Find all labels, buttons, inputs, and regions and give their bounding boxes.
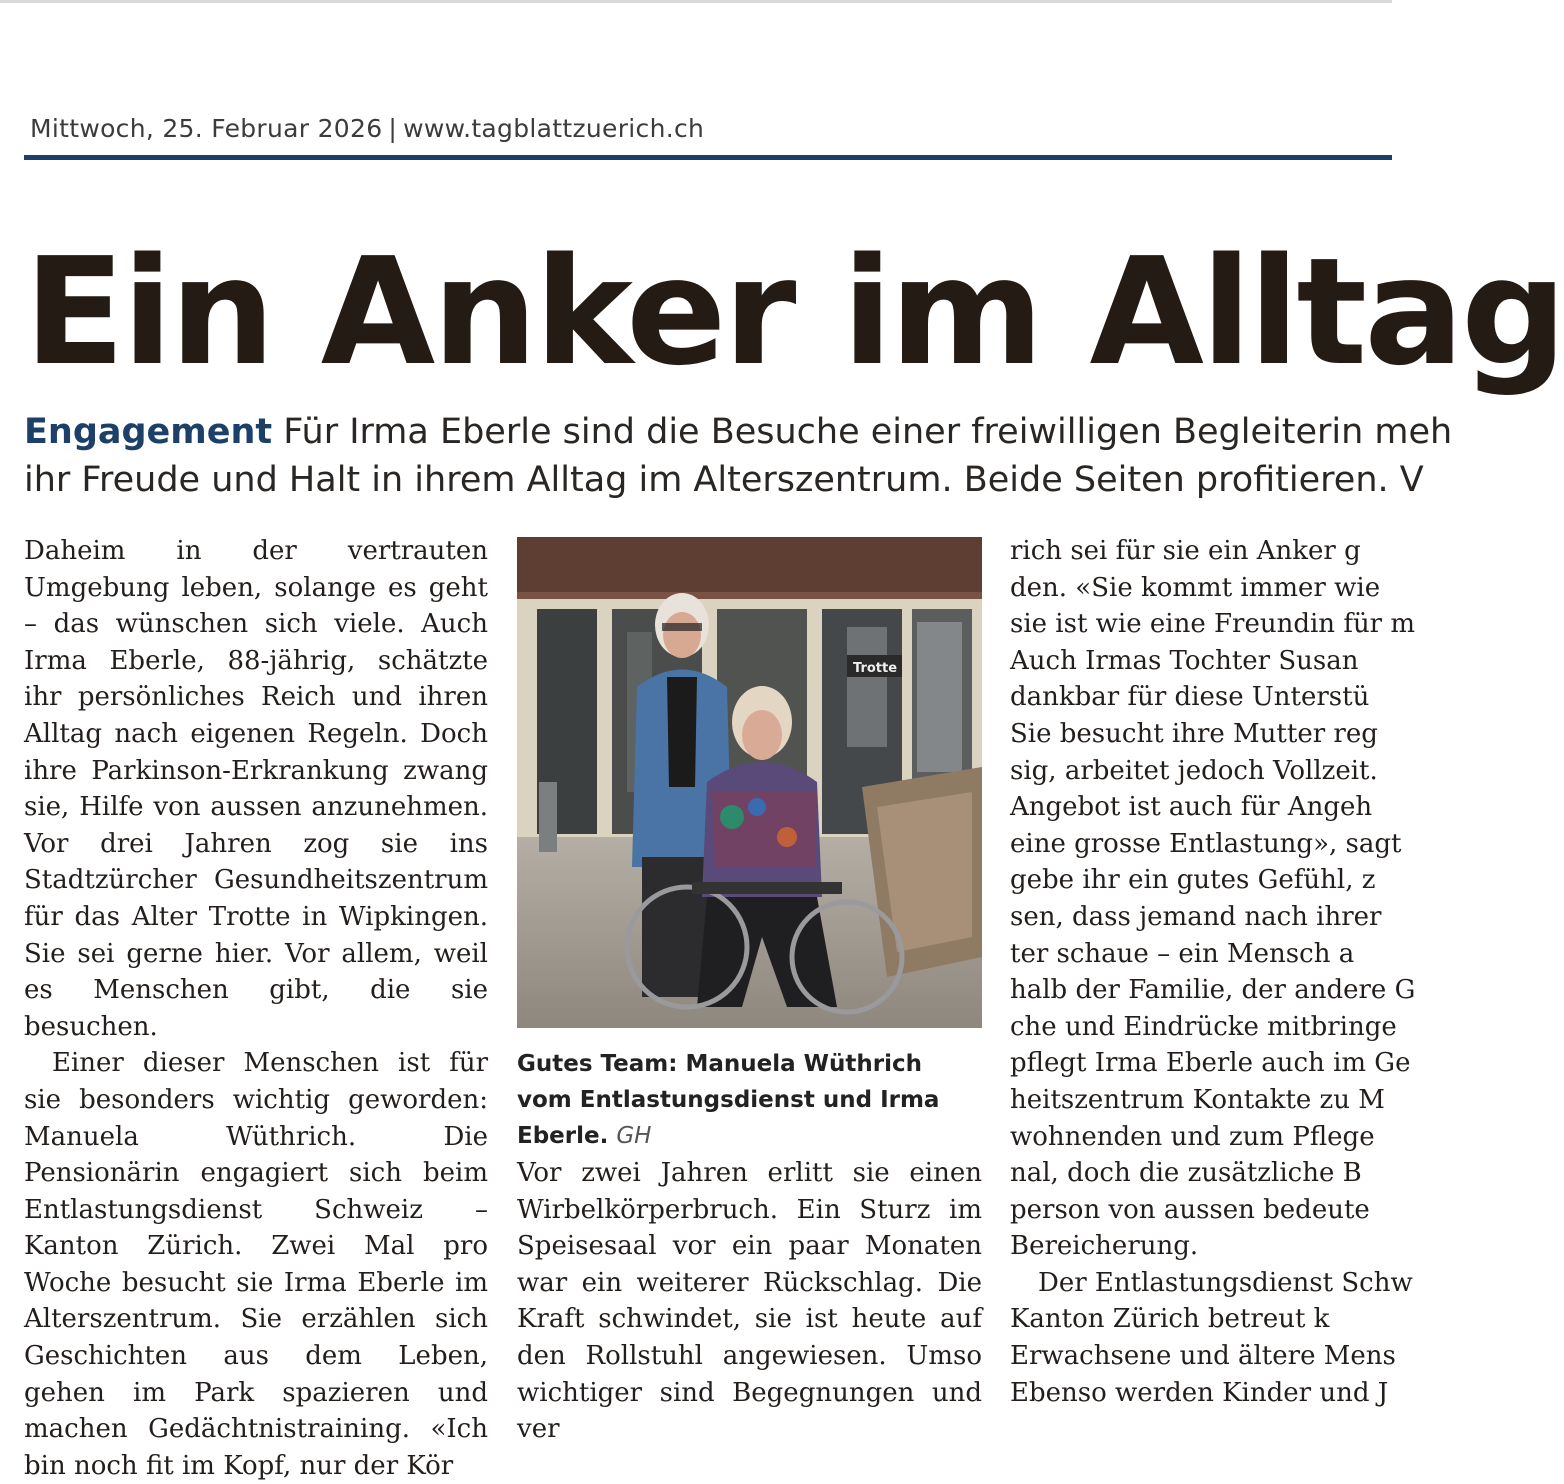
text-line: Kanton Zürich betreut k [1010,1304,1330,1335]
dateline [30,114,704,143]
website-url[interactable]: www.tagblattzuerich.ch [403,114,705,143]
paragraph: Daheim in der vertrauten Umgebung leben, solange es geht – das wünschen sich viele. Auch Irma Eberle, 88-jährig, schätzte ihr persönliches Reich und ihren Alltag nach eigenen Regeln. Doch ihre Parkinson-Erkrankung zwang sie, Hilfe von aussen anzunehmen. Vor drei Jahren zog sie ins Stadtzürcher Gesundheitszentrum für das Alter Trotte in Wipkingen. Sie sei gerne hier. Vor allem, weil es Menschen gibt, die sie besuchen. [24,536,488,1042]
text-line: ter schaue – ein Mensch a [1010,938,1355,969]
text-line: den. «Sie kommt immer wie [1010,572,1381,603]
text-line: sen, dass jemand nach ihrer [1010,901,1382,932]
photo-credit: GH [616,1123,652,1149]
lead-kicker: Engagement [24,412,273,452]
text-line: pflegt Irma Eberle auch im Ge [1010,1048,1411,1079]
text-line: Erwachsene und ältere Mens [1010,1341,1396,1372]
top-hairline [0,0,1392,3]
text-line: Der Entlastungsdienst Schw [1038,1267,1413,1298]
text-line: Bereicherung. [1010,1231,1199,1262]
text-line: eine grosse Entlastung», sagt [1010,828,1402,859]
header-rule [24,155,1392,160]
text-line: Ebenso werden Kinder und J [1010,1377,1389,1408]
text-line: halb der Familie, der andere G [1010,975,1416,1006]
lead [24,408,1453,504]
lead-text-1: Für Irma Eberle sind die Besuche einer freiwilligen Begleiterin meh [283,412,1453,452]
dateline-separator: | [388,114,398,143]
text-line: sie ist wie eine Freundin für m [1010,609,1416,640]
paragraph: Vor zwei Jahren erlitt sie einen Wirbelkörperbruch. Ein Sturz im Speisesaal vor ein paar Monaten war ein weiterer Rückschlag. Die Kraft schwindet, sie ist heute auf den Rollstuhl angewiesen. Umso wichtiger sind Begegnungen und ver [517,1158,982,1445]
text-line: dankbar für diese Unterstü [1010,682,1370,713]
text-line: wohnenden und zum Pflege [1010,1121,1375,1152]
text-line: rich sei für sie ein Anker g [1010,536,1361,566]
article-column-right [1010,533,1416,1411]
text-line: nal, doch die zusätzliche B [1010,1158,1362,1189]
text-line: heitszentrum Kontakte zu M [1010,1084,1385,1115]
text-line: sig, arbeitet jedoch Vollzeit. [1010,755,1378,786]
text-line: Auch Irmas Tochter Susan [1010,645,1359,676]
text-line: gebe ihr ein gutes Gefühl, z [1010,865,1376,896]
article-column-middle [517,1155,982,1448]
issue-date: Mittwoch, 25. Februar 2026 [30,114,383,143]
headline: Ein Anker im Alltag [24,226,1564,398]
sign-text: Trotte [853,661,898,676]
text-line: Sie besucht ihre Mutter reg [1010,718,1378,749]
lead-line-2: ihr Freude und Halt in ihrem Alltag im Alterszentrum. Beide Seiten profitieren. V [24,460,1424,500]
text-line: che und Eindrücke mitbringe [1010,1011,1397,1042]
text-line: person von aussen bedeute [1010,1194,1370,1225]
paragraph: Einer dieser Menschen ist für sie besonders wichtig geworden: Manuela Wüthrich. Die Pensionärin engagiert sich beim Entlastungsdienst Schweiz – Kanton Zürich. Zwei Mal pro Woche besucht sie Irma Eberle im Alterszentrum. Sie erzählen sich Geschichten aus dem Leben, gehen im Park spazieren und machen Gedächtnistraining. «Ich bin noch fit im Kopf, nur der Kör [24,1048,488,1481]
article-photo [517,537,982,1028]
text-line: Angebot ist auch für Angeh [1010,792,1373,823]
photo-caption [517,1046,982,1154]
photo-illustration [517,537,982,1028]
caption-text: Gutes Team: Manuela Wüthrich vom Entlastungsdienst und Irma Eberle. [517,1051,940,1149]
article-column-left [24,533,488,1484]
lead-line-1 [24,408,1453,456]
